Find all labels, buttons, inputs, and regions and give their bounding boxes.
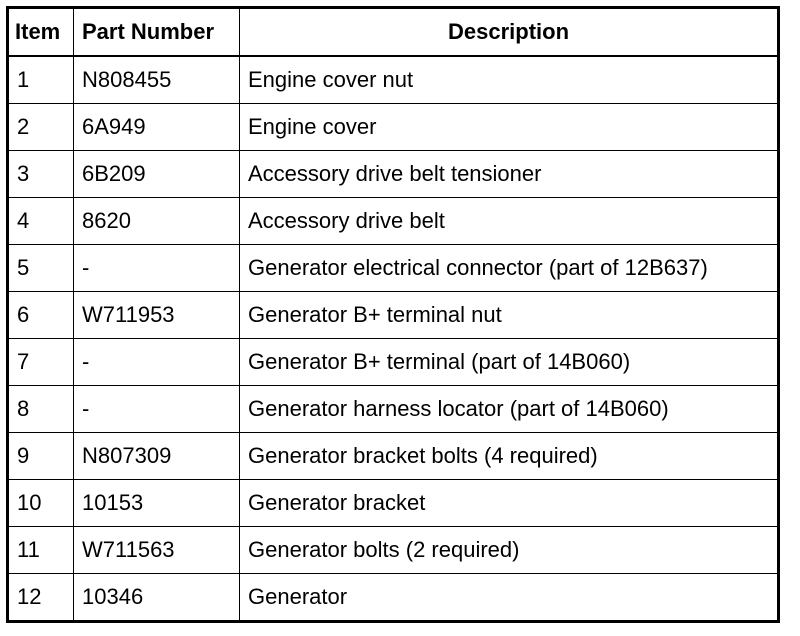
item-cell: 6 (8, 292, 74, 339)
description-cell: Generator electrical connector (part of 12B637) (240, 245, 779, 292)
table-row (8, 433, 779, 480)
header-row (8, 8, 779, 57)
column-header-item: Item (8, 8, 74, 57)
description-cell: Generator (240, 574, 779, 622)
part-number-cell: 10346 (74, 574, 240, 622)
part-number-cell: N807309 (74, 433, 240, 480)
table-row (8, 292, 779, 339)
description-cell: Accessory drive belt (240, 198, 779, 245)
item-cell: 1 (8, 56, 74, 104)
table-row (8, 480, 779, 527)
table-row (8, 527, 779, 574)
column-header-part-number: Part Number (74, 8, 240, 57)
description-cell: Accessory drive belt tensioner (240, 151, 779, 198)
item-cell: 11 (8, 527, 74, 574)
table-row (8, 151, 779, 198)
part-number-cell: W711953 (74, 292, 240, 339)
description-cell: Engine cover nut (240, 56, 779, 104)
table-row (8, 245, 779, 292)
table-header (8, 8, 779, 57)
part-number-cell: - (74, 245, 240, 292)
description-cell: Generator bracket bolts (4 required) (240, 433, 779, 480)
description-cell: Engine cover (240, 104, 779, 151)
item-cell: 5 (8, 245, 74, 292)
column-header-description: Description (240, 8, 779, 57)
table-row (8, 386, 779, 433)
item-cell: 9 (8, 433, 74, 480)
table-row (8, 574, 779, 622)
description-cell: Generator bolts (2 required) (240, 527, 779, 574)
item-cell: 4 (8, 198, 74, 245)
item-cell: 12 (8, 574, 74, 622)
item-cell: 2 (8, 104, 74, 151)
description-cell: Generator B+ terminal nut (240, 292, 779, 339)
part-number-cell: 6B209 (74, 151, 240, 198)
description-cell: Generator harness locator (part of 14B060) (240, 386, 779, 433)
item-cell: 3 (8, 151, 74, 198)
part-number-cell: 6A949 (74, 104, 240, 151)
table-row (8, 56, 779, 104)
description-cell: Generator bracket (240, 480, 779, 527)
table-body (8, 56, 779, 622)
description-cell: Generator B+ terminal (part of 14B060) (240, 339, 779, 386)
item-cell: 7 (8, 339, 74, 386)
part-number-cell: - (74, 386, 240, 433)
table-row (8, 339, 779, 386)
part-number-cell: W711563 (74, 527, 240, 574)
part-number-cell: 8620 (74, 198, 240, 245)
table-row (8, 198, 779, 245)
item-cell: 10 (8, 480, 74, 527)
part-number-cell: 10153 (74, 480, 240, 527)
parts-table (6, 6, 780, 623)
item-cell: 8 (8, 386, 74, 433)
part-number-cell: N808455 (74, 56, 240, 104)
table-row (8, 104, 779, 151)
part-number-cell: - (74, 339, 240, 386)
